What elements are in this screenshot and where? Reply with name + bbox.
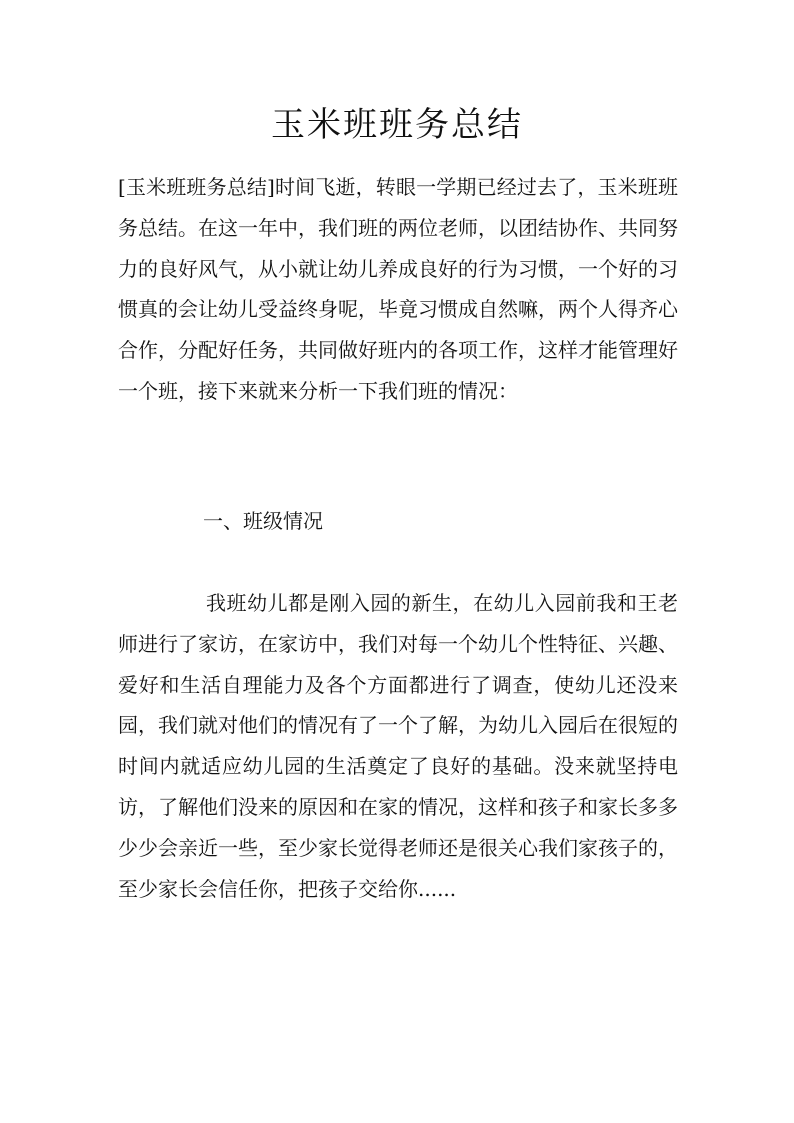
section-paragraph-class-situation: 我班幼儿都是刚入园的新生，在幼儿入园前我和王老师进行了家访，在家访中，我们对每一个幼儿个性特征、兴趣、爱好和生活自理能力及各个方面都进行了调查，使幼儿还没来园，我们就对他们的情况有了一个了解，为幼儿入园后在很短的时间内就适应幼儿园的生活奠定了良好的基础。没来就坚持电访，了解他们没来的原因和在家的情况，这样和孩子和家长多多少少会亲近一些，至少家长觉得老师还是很关心我们家孩子的，至少家长会信任你，把孩子交给你......: [118, 591, 678, 901]
document-title: 玉米班班务总结: [271, 105, 523, 145]
section-heading-class-situation: 一、班级情况: [203, 509, 323, 533]
intro-paragraph: [玉米班班务总结]时间飞逝，转眼一学期已经过去了，玉米班班务总结。在这一年中，我们班的两位老师，以团结协作、共同努力的良好风气，从小就让幼儿养成良好的行为习惯，一个好的习惯真的会让幼儿受益终身呢，毕竟习惯成自然嘛，两个人得齐心合作，分配好任务，共同做好班内的各项工作，这样才能管理好一个班，接下来就来分析一下我们班的情况：: [118, 175, 678, 403]
